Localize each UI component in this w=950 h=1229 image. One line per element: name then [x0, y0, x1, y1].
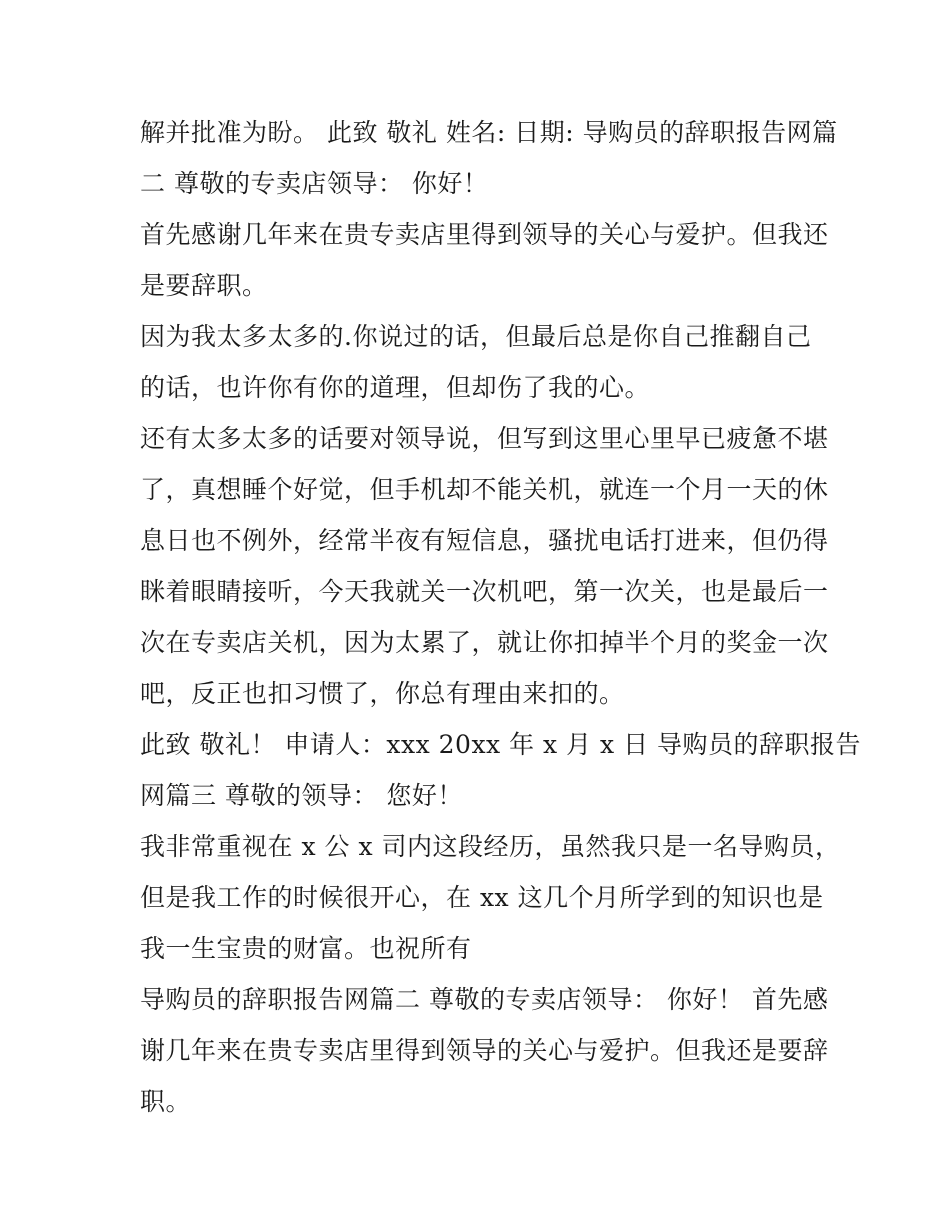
- text-line: 是要辞职。: [140, 271, 268, 300]
- document-body: [140, 107, 862, 1127]
- text-line: 网篇三 尊敬的领导： 您好！: [140, 781, 463, 810]
- text-line: 的话，也许你有你的道理，但却伤了我的心。: [140, 373, 651, 402]
- text-line: 谢几年来在贵专卖店里得到领导的关心与爱护。但我还是要辞: [140, 1036, 829, 1065]
- text-line: 息日也不例外，经常半夜有短信息，骚扰电话打进来，但仍得: [140, 526, 829, 555]
- text-line: 我非常重视在 x 公 x 司内这段经历，虽然我只是一名导购员，: [140, 832, 841, 861]
- text-line: 此致 敬礼！ 申请人：xxx 20xx 年 x 月 x 日 导购员的辞职报告: [140, 730, 862, 759]
- text-line: 导购员的辞职报告网篇二 尊敬的专卖店领导： 你好！ 首先感: [140, 985, 829, 1014]
- text-line: 二 尊敬的专卖店领导： 你好！: [140, 169, 489, 198]
- text-line: 吧，反正也扣习惯了，你总有理由来扣的。: [140, 679, 625, 708]
- text-line: 眯着眼睛接听，今天我就关一次机吧，第一次关，也是最后一: [140, 577, 829, 606]
- text-line: 职。: [140, 1087, 192, 1116]
- text-line: 因为我太多太多的.你说过的话，但最后总是你自己推翻自己: [140, 322, 812, 351]
- text-line: 我一生宝贵的财富。也祝所有: [140, 934, 472, 963]
- text-line: 首先感谢几年来在贵专卖店里得到领导的关心与爱护。但我还: [140, 220, 829, 249]
- text-line: 次在专卖店关机，因为太累了，就让你扣掉半个月的奖金一次: [140, 628, 829, 657]
- text-line: 解并批准为盼。 此致 敬礼 姓名: 日期: 导购员的辞职报告网篇: [140, 118, 838, 147]
- text-line: 了，真想睡个好觉，但手机却不能关机，就连一个月一天的休: [140, 475, 829, 504]
- text-line: 还有太多太多的话要对领导说，但写到这里心里早已疲惫不堪: [140, 424, 829, 453]
- text-line: 但是我工作的时候很开心，在 xx 这几个月所学到的知识也是: [140, 883, 824, 912]
